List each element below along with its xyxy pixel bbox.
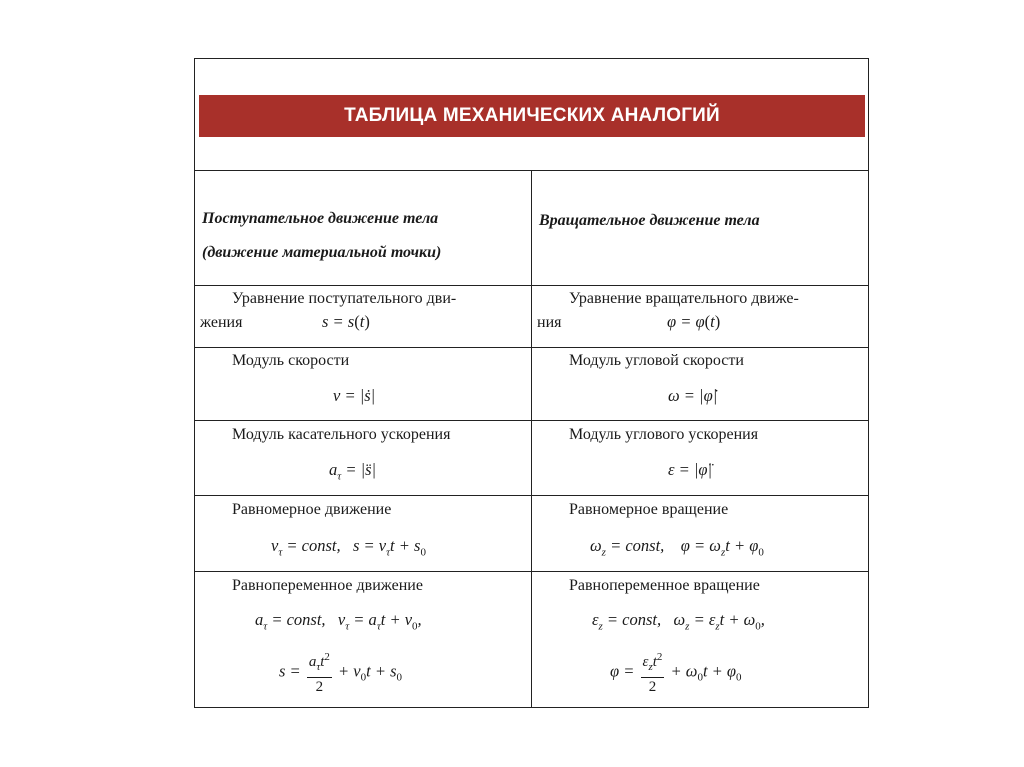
row2-left <box>195 348 531 420</box>
row4-left-label: Равномерное движение <box>232 501 392 518</box>
row5-left-formula-1: $a_\tau$ = const, $v_\tau = a_\tau t + v_0$, <box>255 610 422 633</box>
title-row <box>195 59 868 171</box>
row2-left-formula: v = |ṡ| <box>333 386 376 405</box>
row1-right-label-1: Уравнение вращательного движе- <box>569 290 799 307</box>
row5-left <box>195 572 531 707</box>
row1-right-label-2: ния <box>537 314 562 331</box>
row5-right-formula-1: $\varepsilon_z$ = const, $\omega_z = \varepsilon_zt + \omega_0$, <box>592 610 765 633</box>
row4-left <box>195 496 531 571</box>
row3-right <box>532 421 868 495</box>
row4-right-formula: $\omega_z$ = const, $\varphi = \omega_zt + \varphi_0$ <box>590 536 764 559</box>
row3-left-label: Модуль касательного ускорения <box>232 426 451 443</box>
row5-right-label: Равнопеременное вращение <box>569 577 760 594</box>
row3-right-formula: ε = |φ̈| <box>668 460 713 479</box>
row3-right-label: Модуль углового ускорения <box>569 426 759 443</box>
table-title: ТАБЛИЦА МЕХАНИЧЕСКИХ АНАЛОГИЙ <box>199 95 865 137</box>
row5-left-label: Равнопеременное движение <box>232 577 423 594</box>
row1-right <box>532 286 868 347</box>
analogies-table <box>194 58 869 708</box>
row3-left-formula: $a_\tau$ = |s̈| <box>329 460 377 483</box>
header-right: Вращательное движение тела <box>539 212 760 229</box>
row5-right <box>532 572 868 707</box>
row5-left-formula-2: s = $\frac{a_\tau t^2}{2}$ + $v_0t + s_0$ <box>279 648 402 697</box>
row5-right-formula-2: φ = $\frac{\varepsilon_zt^2}{2}$ + $\omega_0t + \varphi_0$ <box>610 648 742 697</box>
row4-right <box>532 496 868 571</box>
row2-left-label: Модуль скорости <box>232 352 350 369</box>
header-left <box>195 202 531 270</box>
row2-right <box>532 348 868 420</box>
row4-right-label: Равномерное вращение <box>569 501 729 518</box>
row4-left-formula: $v_\tau$ = const, $s = v_\tau t + s_0$ <box>271 536 426 559</box>
row1-left <box>195 286 531 347</box>
row1-left-label-2: жения <box>200 314 243 331</box>
row1-left-label-1: Уравнение поступательного дви- <box>232 290 457 307</box>
header-left-line1: Поступательное движение тела <box>202 210 439 227</box>
row2-right-label: Модуль угловой скорости <box>569 352 744 369</box>
row1-left-formula: s = s(t) <box>322 312 370 331</box>
row1-right-formula: φ = φ(t) <box>667 312 721 331</box>
header-left-line2: (движение материальной точки) <box>202 244 442 261</box>
row2-right-formula: ω = |φ̇| <box>668 386 718 405</box>
row3-left <box>195 421 531 495</box>
